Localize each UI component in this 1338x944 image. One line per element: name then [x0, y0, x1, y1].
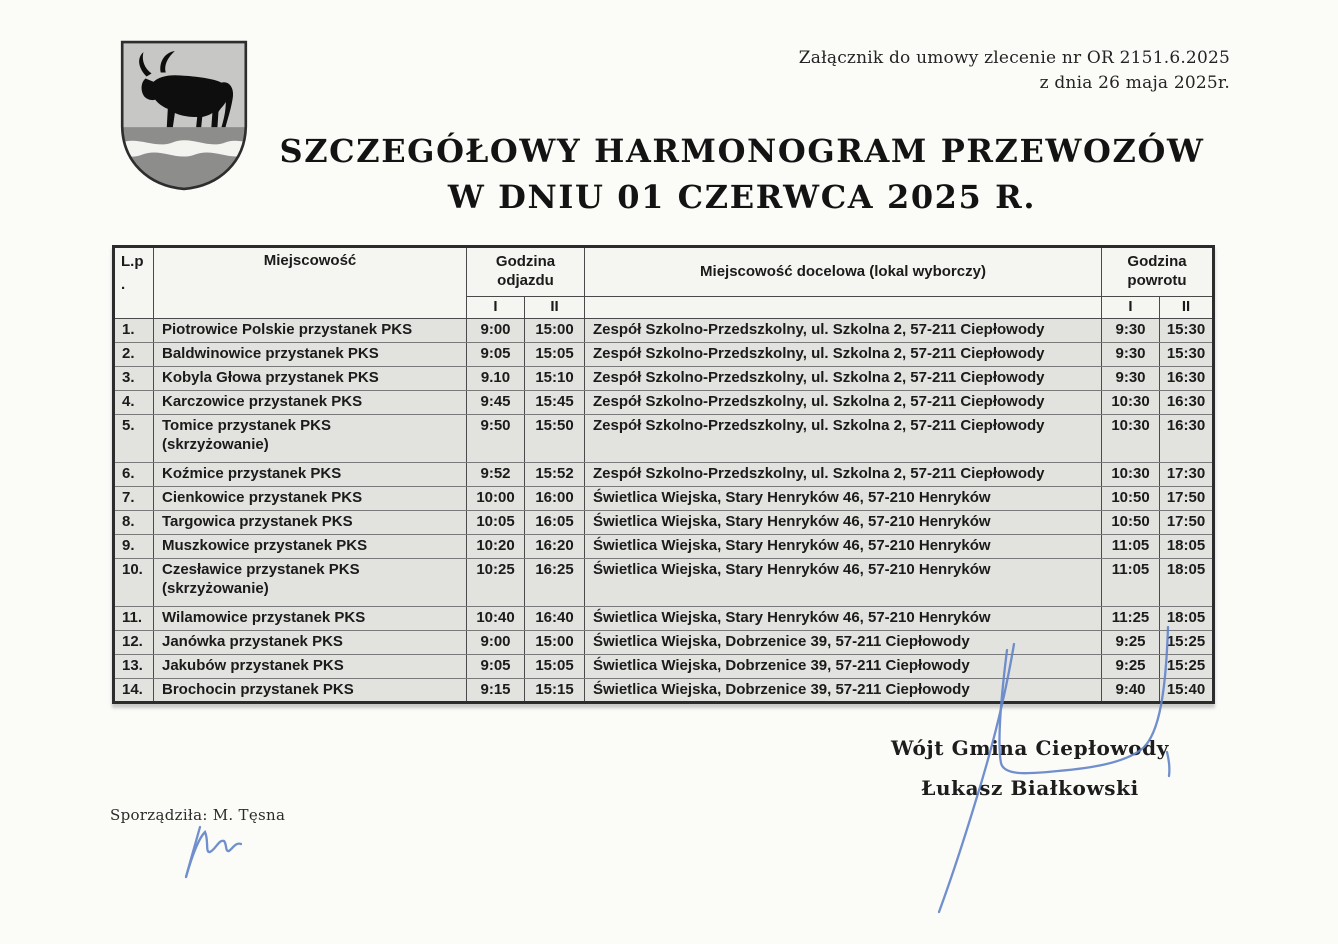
- cell-origin: [154, 559, 467, 607]
- shield-lower-field: [122, 127, 246, 192]
- cell-return-i: 10:30: [1102, 391, 1160, 415]
- pen-stroke-initial-m: [186, 832, 241, 877]
- cell-departure-ii: 15:10: [525, 367, 585, 391]
- cell-departure-i: 9:15: [467, 679, 525, 703]
- cell-origin: [154, 607, 467, 631]
- table-row: [114, 415, 1214, 463]
- cell-departure-i: 9:50: [467, 415, 525, 463]
- table-row: [114, 391, 1214, 415]
- river-wave-band: [118, 140, 250, 156]
- cell-row-number: 13.: [114, 655, 154, 679]
- cell-origin: [154, 343, 467, 367]
- cell-destination: Świetlica Wiejska, Dobrzenice 39, 57-211 Ciepłowody: [585, 631, 1102, 655]
- mayor-signature-block: [848, 736, 1212, 800]
- cell-departure-ii: 16:40: [525, 607, 585, 631]
- cell-departure-i: 9:00: [467, 631, 525, 655]
- cell-departure-ii: 15:05: [525, 655, 585, 679]
- cell-return-i: 11:05: [1102, 559, 1160, 607]
- table-row: [114, 535, 1214, 559]
- cell-origin-line1: Karczowice przystanek PKS: [162, 393, 363, 411]
- cell-return-ii: 15:25: [1160, 631, 1214, 655]
- table-row: [114, 559, 1214, 607]
- cell-departure-ii: 16:00: [525, 487, 585, 511]
- cell-destination: Świetlica Wiejska, Stary Henryków 46, 57-210 Henryków: [585, 607, 1102, 631]
- table-row: [114, 319, 1214, 343]
- cell-destination: Zespół Szkolno-Przedszkolny, ul. Szkolna 2, 57-211 Ciepłowody: [585, 319, 1102, 343]
- cell-return-ii: 16:30: [1160, 415, 1214, 463]
- cell-destination: Świetlica Wiejska, Stary Henryków 46, 57-210 Henryków: [585, 559, 1102, 607]
- cell-destination: Świetlica Wiejska, Stary Henryków 46, 57-210 Henryków: [585, 487, 1102, 511]
- mayor-title: Wójt Gmina Ciepłowody: [891, 736, 1169, 760]
- cell-origin: [154, 391, 467, 415]
- cell-row-number: 6.: [114, 463, 154, 487]
- cell-origin-line1: Jakubów przystanek PKS: [162, 657, 344, 675]
- cell-origin-line1: Cienkowice przystanek PKS: [162, 489, 363, 507]
- table-row: [114, 631, 1214, 655]
- cell-departure-i: 9:05: [467, 343, 525, 367]
- cell-destination: Zespół Szkolno-Przedszkolny, ul. Szkolna 2, 57-211 Ciepłowody: [585, 415, 1102, 463]
- coat-of-arms-graphic: [116, 38, 252, 192]
- mayor-name: Łukasz Białkowski: [921, 776, 1139, 800]
- cell-destination: Zespół Szkolno-Przedszkolny, ul. Szkolna 2, 57-211 Ciepłowody: [585, 367, 1102, 391]
- cell-return-i: 10:30: [1102, 415, 1160, 463]
- cell-origin: [154, 511, 467, 535]
- cell-departure-i: 9:52: [467, 463, 525, 487]
- cell-origin: [154, 415, 467, 463]
- col-header-godzina-powrotu: Godzina powrotu: [1102, 247, 1214, 297]
- cell-origin-line1: Piotrowice Polskie przystanek PKS: [162, 321, 413, 339]
- cell-return-ii: 15:30: [1160, 343, 1214, 367]
- subcol-odjazd-1: I: [467, 297, 525, 319]
- cell-return-ii: 15:40: [1160, 679, 1214, 703]
- cell-row-number: 3.: [114, 367, 154, 391]
- cell-row-number: 14.: [114, 679, 154, 703]
- cell-origin-line1: Muszkowice przystanek PKS: [162, 537, 368, 555]
- cell-row-number: 4.: [114, 391, 154, 415]
- cell-origin-line1: Wilamowice przystanek PKS: [162, 609, 366, 627]
- table-row: [114, 463, 1214, 487]
- cell-origin: [154, 319, 467, 343]
- cell-destination: Świetlica Wiejska, Dobrzenice 39, 57-211 Ciepłowody: [585, 679, 1102, 703]
- cell-destination: Świetlica Wiejska, Stary Henryków 46, 57-210 Henryków: [585, 511, 1102, 535]
- cell-destination: Świetlica Wiejska, Stary Henryków 46, 57-210 Henryków: [585, 535, 1102, 559]
- cell-departure-ii: 15:00: [525, 319, 585, 343]
- cell-departure-ii: 15:15: [525, 679, 585, 703]
- cell-departure-ii: 15:45: [525, 391, 585, 415]
- cell-origin: [154, 535, 467, 559]
- cell-origin-line2: (skrzyżowanie): [162, 579, 269, 597]
- cell-return-ii: 15:30: [1160, 319, 1214, 343]
- cell-row-number: 1.: [114, 319, 154, 343]
- attachment-note-line1: Załącznik do umowy zlecenie nr OR 2151.6.2025: [798, 48, 1230, 68]
- cell-origin-line2: (skrzyżowanie): [162, 435, 269, 453]
- table-row: [114, 367, 1214, 391]
- cell-departure-ii: 15:50: [525, 415, 585, 463]
- cell-return-ii: 17:50: [1160, 511, 1214, 535]
- cell-return-ii: 18:05: [1160, 607, 1214, 631]
- subcol-powrot-2: II: [1160, 297, 1214, 319]
- cell-row-number: 7.: [114, 487, 154, 511]
- prepared-by-note: Sporządziła: M. Tęsna: [110, 806, 286, 824]
- cell-destination: Świetlica Wiejska, Dobrzenice 39, 57-211 Ciepłowody: [585, 655, 1102, 679]
- cell-departure-ii: 16:25: [525, 559, 585, 607]
- cell-row-number: 11.: [114, 607, 154, 631]
- table-row: [114, 655, 1214, 679]
- cell-return-i: 10:50: [1102, 487, 1160, 511]
- subcol-docelowa-empty: [585, 297, 1102, 319]
- cell-departure-ii: 16:05: [525, 511, 585, 535]
- cell-return-i: 9:25: [1102, 631, 1160, 655]
- cell-row-number: 9.: [114, 535, 154, 559]
- cell-departure-ii: 15:52: [525, 463, 585, 487]
- cell-return-i: 9:30: [1102, 367, 1160, 391]
- col-header-godzina-odjazdu: Godzina odjazdu: [467, 247, 585, 297]
- pen-stroke-initial-descender: [186, 827, 200, 877]
- schedule-table: [112, 245, 1215, 704]
- cell-return-i: 9:30: [1102, 319, 1160, 343]
- cell-destination: Zespół Szkolno-Przedszkolny, ul. Szkolna 2, 57-211 Ciepłowody: [585, 343, 1102, 367]
- cell-origin: [154, 487, 467, 511]
- cell-row-number: 10.: [114, 559, 154, 607]
- cell-row-number: 2.: [114, 343, 154, 367]
- cell-origin-line1: Czesławice przystanek PKS: [162, 561, 360, 578]
- cell-row-number: 8.: [114, 511, 154, 535]
- attachment-note-line2: z dnia 26 maja 2025r.: [1039, 72, 1230, 93]
- cell-departure-i: 10:05: [467, 511, 525, 535]
- cell-return-i: 10:50: [1102, 511, 1160, 535]
- cell-departure-i: 9.10: [467, 367, 525, 391]
- table-row: [114, 487, 1214, 511]
- cell-return-ii: 17:50: [1160, 487, 1214, 511]
- cell-origin-line1: Janówka przystanek PKS: [162, 633, 343, 651]
- cell-origin-line1: Baldwinowice przystanek PKS: [162, 345, 379, 363]
- cell-departure-i: 10:20: [467, 535, 525, 559]
- cell-departure-ii: 16:20: [525, 535, 585, 559]
- table-row: [114, 679, 1214, 703]
- page-title: [242, 128, 1242, 221]
- col-header-miejscowosc: Miejscowość: [154, 247, 467, 319]
- cell-origin-line1: Brochocin przystanek PKS: [162, 680, 354, 698]
- cell-origin-line1: Tomice przystanek PKS: [162, 417, 331, 434]
- cell-return-i: 9:40: [1102, 679, 1160, 703]
- attachment-note: [799, 46, 1230, 95]
- cell-return-ii: 16:30: [1160, 367, 1214, 391]
- cell-departure-ii: 15:00: [525, 631, 585, 655]
- cell-departure-i: 10:00: [467, 487, 525, 511]
- page-title-line1: SZCZEGÓŁOWY HARMONOGRAM PRZEWOZÓW: [279, 132, 1205, 170]
- cell-destination: Zespół Szkolno-Przedszkolny, ul. Szkolna 2, 57-211 Ciepłowody: [585, 391, 1102, 415]
- cell-origin: [154, 463, 467, 487]
- cell-return-i: 9:25: [1102, 655, 1160, 679]
- cell-return-i: 10:30: [1102, 463, 1160, 487]
- cell-origin-line1: Targowica przystanek PKS: [162, 513, 353, 531]
- cell-departure-i: 9:00: [467, 319, 525, 343]
- cell-origin-line1: Kobyla Głowa przystanek PKS: [162, 369, 379, 387]
- cell-origin: [154, 679, 467, 703]
- cell-return-i: 9:30: [1102, 343, 1160, 367]
- cell-return-ii: 18:05: [1160, 559, 1214, 607]
- cell-destination: Zespół Szkolno-Przedszkolny, ul. Szkolna 2, 57-211 Ciepłowody: [585, 463, 1102, 487]
- cieplowody-coat-of-arms: [116, 38, 252, 192]
- cell-origin: [154, 631, 467, 655]
- cell-departure-i: 9:45: [467, 391, 525, 415]
- cell-return-ii: 15:25: [1160, 655, 1214, 679]
- col-header-lp-line2: .: [121, 275, 126, 293]
- table-row: [114, 511, 1214, 535]
- cell-return-ii: 17:30: [1160, 463, 1214, 487]
- table-row: [114, 607, 1214, 631]
- cell-origin: [154, 655, 467, 679]
- subcol-odjazd-2: II: [525, 297, 585, 319]
- cell-return-i: 11:25: [1102, 607, 1160, 631]
- col-header-docelowa: Miejscowość docelowa (lokal wyborczy): [585, 247, 1102, 297]
- cell-origin-line1: Koźmice przystanek PKS: [162, 465, 342, 483]
- cell-departure-i: 10:25: [467, 559, 525, 607]
- col-header-lp-line1: L.p: [121, 253, 144, 270]
- cell-departure-i: 9:05: [467, 655, 525, 679]
- cell-row-number: 12.: [114, 631, 154, 655]
- col-header-lp: [114, 247, 154, 319]
- cell-return-ii: 16:30: [1160, 391, 1214, 415]
- subcol-powrot-1: I: [1102, 297, 1160, 319]
- cell-origin: [154, 367, 467, 391]
- page-title-line2: W DNIU 01 CZERWCA 2025 R.: [447, 178, 1037, 217]
- cell-return-i: 11:05: [1102, 535, 1160, 559]
- cell-departure-i: 10:40: [467, 607, 525, 631]
- cell-departure-ii: 15:05: [525, 343, 585, 367]
- table-row: [114, 343, 1214, 367]
- cell-return-ii: 18:05: [1160, 535, 1214, 559]
- cell-row-number: 5.: [114, 415, 154, 463]
